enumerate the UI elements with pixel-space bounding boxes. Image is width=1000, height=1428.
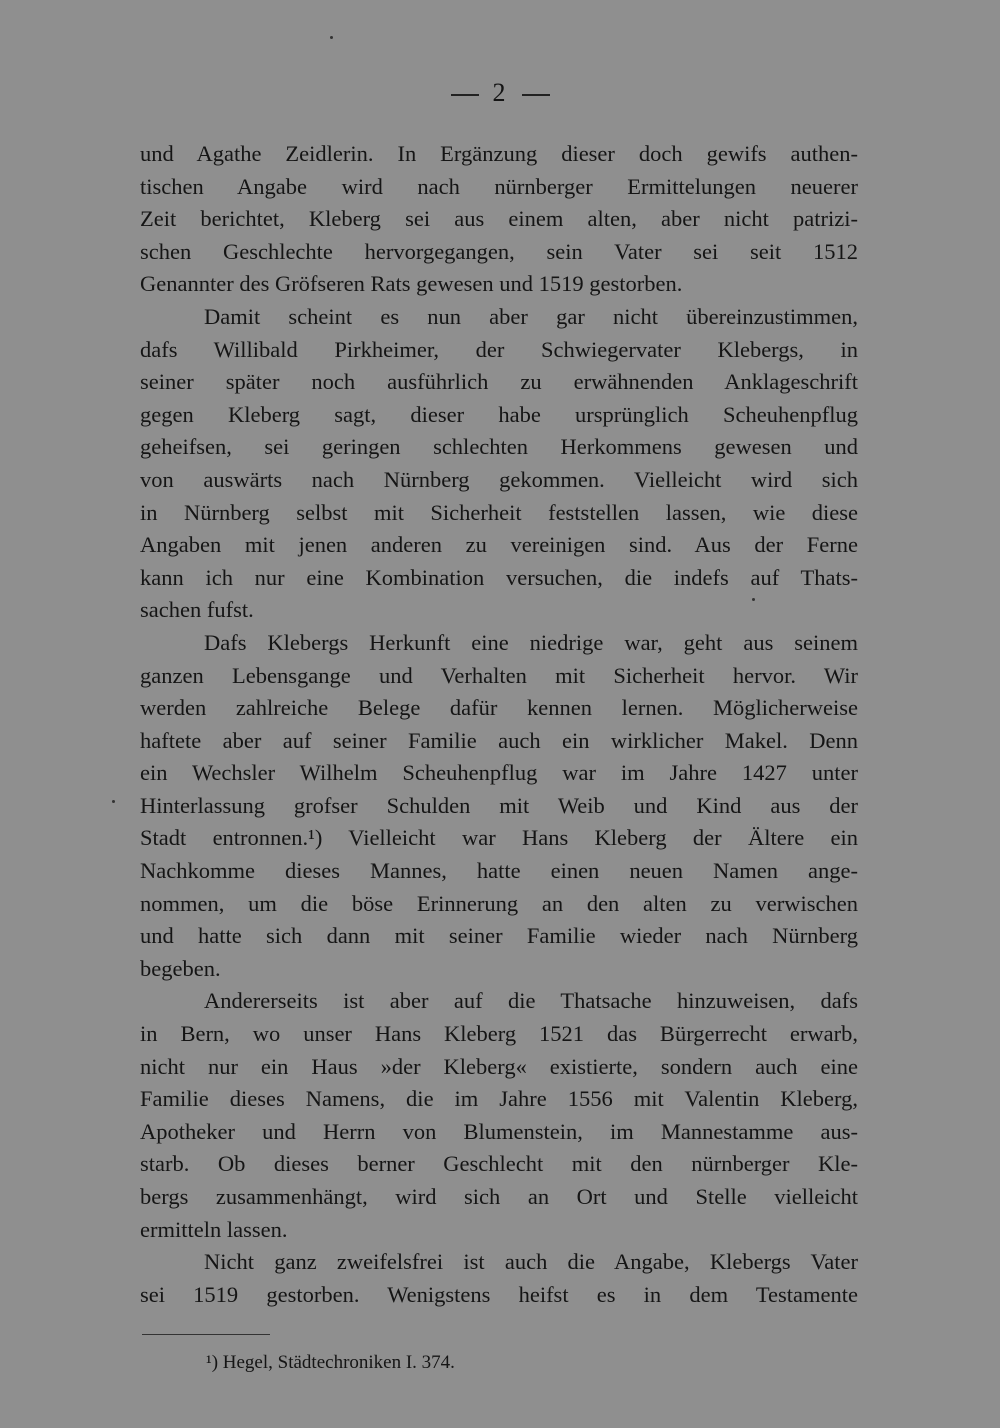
paragraph — [140, 138, 858, 301]
text-line: in Bern, wo unser Hans Kleberg 1521 das Bürgerrecht erwarb, — [140, 1021, 858, 1047]
text-line: Angaben mit jenen anderen zu vereinigen sind. Aus der Ferne — [140, 532, 858, 558]
text-line: Damit scheint es nun aber gar nicht übereinzustimmen, — [204, 303, 858, 329]
text-line: Genannter des Gröfseren Rats gewesen und 1519 gestorben. — [140, 271, 683, 297]
text-line: Stadt entronnen.¹) Vielleicht war Hans Kleberg der Ältere ein — [140, 825, 858, 851]
scan-speck — [330, 36, 333, 39]
text-line: nicht nur ein Haus »der Kleberg« existierte, sondern auch eine — [140, 1053, 858, 1079]
text-line: und hatte sich dann mit seiner Familie wieder nach Nürnberg — [140, 923, 858, 949]
paragraph — [140, 1246, 858, 1311]
text-line: ganzen Lebensgange und Verhalten mit Sicherheit hervor. Wir — [140, 662, 858, 688]
text-line: dafs Willibald Pirkheimer, der Schwiegervater Klebergs, in — [140, 336, 858, 362]
text-line: Nicht ganz zweifelsfrei ist auch die Angabe, Klebergs Vater — [204, 1249, 858, 1275]
text-line: Andererseits ist aber auf die Thatsache hinzuweisen, dafs — [204, 988, 858, 1014]
footnote-separator — [142, 1334, 270, 1335]
footnote: ¹) Hegel, Städtechroniken I. 374. — [206, 1352, 455, 1373]
paragraph — [140, 985, 858, 1246]
right-dash — [522, 94, 550, 96]
page-number — [0, 78, 1000, 108]
text-line: seiner später noch ausführlich zu erwähnenden Anklageschrift — [140, 369, 858, 395]
text-line: bergs zusammenhängt, wird sich an Ort und Stelle vielleicht — [140, 1184, 858, 1209]
text-line: sei 1519 gestorben. Wenigstens heifst es in dem Testamente — [140, 1281, 858, 1307]
text-line: werden zahlreiche Belege dafür kennen lernen. Möglicherweise — [140, 695, 858, 721]
paragraph — [140, 627, 858, 986]
body-text — [140, 138, 858, 1311]
text-line: starb. Ob dieses berner Geschlecht mit den nürnberger Kle- — [140, 1151, 858, 1177]
text-line: geheifsen, sei geringen schlechten Herkommens gewesen und — [140, 434, 858, 460]
text-line: Familie dieses Namens, die im Jahre 1556 mit Valentin Kleberg, — [140, 1086, 858, 1112]
left-dash — [451, 94, 479, 96]
text-line: gegen Kleberg sagt, dieser habe ursprünglich Scheuhenpflug — [140, 401, 858, 427]
text-line: kann ich nur eine Kombination versuchen, die indefs auf Thats- — [140, 564, 858, 590]
text-line: in Nürnberg selbst mit Sicherheit feststellen lassen, wie diese — [140, 499, 858, 525]
scan-speck — [112, 800, 115, 803]
text-line: haftete aber auf seiner Familie auch ein wirklicher Makel. Denn — [140, 727, 858, 753]
text-line: sachen fufst. — [140, 597, 254, 623]
paragraph — [140, 301, 858, 627]
text-line: ermitteln lassen. — [140, 1216, 288, 1242]
text-line: Apotheker und Herrn von Blumenstein, im Mannestamme aus- — [140, 1118, 858, 1144]
text-line: schen Geschlechte hervorgegangen, sein Vater sei seit 1512 — [140, 238, 858, 264]
scan-speck — [752, 598, 755, 601]
text-line: Zeit berichtet, Kleberg sei aus einem alten, aber nicht patrizi- — [140, 206, 858, 232]
text-line: nommen, um die böse Erinnerung an den alten zu verwischen — [140, 890, 858, 916]
text-line: ein Wechsler Wilhelm Scheuhenpflug war im Jahre 1427 unter — [140, 760, 858, 786]
text-line: von auswärts nach Nürnberg gekommen. Vielleicht wird sich — [140, 466, 858, 492]
text-line: Dafs Klebergs Herkunft eine niedrige war, geht aus seinem — [204, 629, 858, 655]
text-line: Hinterlassung grofser Schulden mit Weib und Kind aus der — [140, 792, 858, 818]
text-line: Nachkomme dieses Mannes, hatte einen neuen Namen ange- — [140, 858, 858, 884]
page-number-value: 2 — [492, 78, 508, 107]
text-line: tischen Angabe wird nach nürnberger Ermittelungen neuerer — [140, 173, 858, 199]
text-line: und Agathe Zeidlerin. In Ergänzung dieser doch gewifs authen- — [140, 141, 858, 166]
text-line: begeben. — [140, 955, 221, 981]
